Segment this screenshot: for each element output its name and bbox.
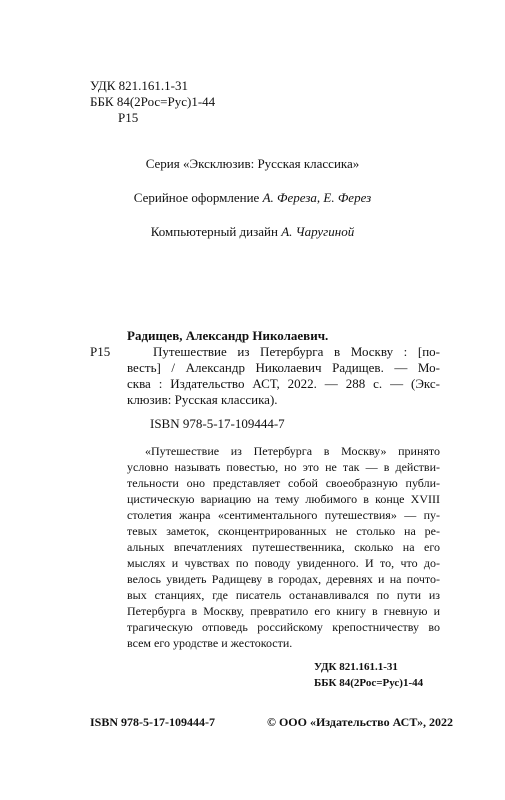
annotation-line: Петербурга в Москву, превратило его книгу в гневную и	[127, 604, 440, 618]
computer-design-name: А. Чаругиной	[281, 224, 355, 239]
annotation-line: велось увидеть Радищеву в городах, деревнях и на почто-	[127, 572, 440, 586]
annotation-line: «Путешествие из Петербурга в Москву» принято	[145, 444, 440, 458]
annotation-line: альных впечатлениях путешественника, сколько на его	[127, 540, 440, 554]
footer-copyright: © ООО «Издательство АСТ», 2022	[267, 715, 454, 729]
annotation-line: тевых заметок, сконцентрированных не столько на ре-	[127, 524, 440, 538]
annotation-line: трагическую отповедь российскому крепостничеству во	[127, 620, 440, 634]
annotation-line: условно называть повестью, но это не так — в действи-	[127, 460, 440, 474]
annotation-udk: УДК 821.161.1-31	[314, 661, 398, 673]
footer-isbn: ISBN 978-5-17-109444-7	[90, 715, 215, 729]
entry-heading: Радищев, Александр Николаевич.	[127, 328, 329, 343]
annotation-line: столетия жанра «сентиментального путешествия» — пу-	[127, 508, 440, 522]
annotation-bbk: ББК 84(2Рос=Рус)1-44	[314, 677, 424, 689]
udk-code: УДК 821.161.1-31	[90, 78, 189, 93]
annotation-line: мыслях и чувствах по поводу увиденного. И то, что до-	[127, 556, 440, 570]
design-credit	[0, 190, 505, 206]
entry-description	[127, 344, 440, 408]
entry-line: весть] / Александр Николаевич Радищев. — Мо-	[127, 360, 440, 375]
annotation	[127, 444, 440, 652]
entry-author-mark: Р15	[90, 344, 111, 359]
computer-design-label: Компьютерный дизайн	[150, 224, 282, 239]
entry-line: сква : Издательство АСТ, 2022. — 288 с. — (Экс-	[127, 376, 440, 391]
annotation-line: всем его уродстве и жестокости.	[127, 636, 293, 650]
annotation-line: тельности оно представляет собой своеобразную публи-	[127, 476, 440, 490]
entry-line: клюзив: Русская классика).	[127, 392, 278, 407]
entry-isbn: ISBN 978-5-17-109444-7	[150, 416, 285, 431]
design-credit-label: Серийное оформление	[133, 190, 263, 205]
design-credit-names: А. Фереза, Е. Ферез	[262, 190, 372, 205]
computer-design-credit	[0, 224, 505, 240]
author-mark: Р15	[118, 110, 139, 125]
bbk-code: ББК 84(2Рос=Рус)1-44	[90, 94, 216, 109]
entry-line: Путешествие из Петербурга в Москву : [по-	[153, 344, 440, 359]
annotation-line: цистическую вариацию на тему любимого в конце XVIII	[127, 492, 440, 506]
annotation-line: вых станциях, где писатель останавливался по пути из	[127, 588, 440, 602]
series-line: Серия «Эксклюзив: Русская классика»	[145, 156, 360, 171]
